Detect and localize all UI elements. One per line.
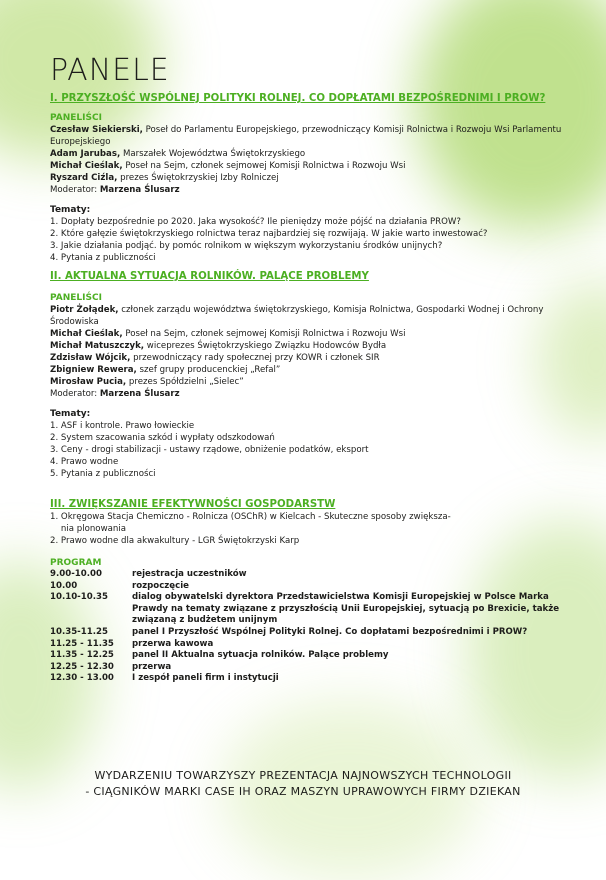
panelist-name: Michał Cieślak, bbox=[50, 161, 123, 171]
topic-item: nia plonowania bbox=[50, 524, 126, 534]
footer-note bbox=[0, 768, 606, 800]
program-row bbox=[50, 627, 562, 639]
panelist-desc: członek zarządu województwa świętokrzyskiego, Komisja Rolnictwa, Gospodarki Wodnej i Ochrony Środowiska bbox=[50, 305, 544, 327]
panelist-entry bbox=[50, 364, 562, 376]
topic-item: 1. Dopłaty bezpośrednie po 2020. Jaka wysokość? Ile pieniędzy może pójść na działania PROW? bbox=[50, 217, 461, 227]
panelist-name: Ryszard Ciźla, bbox=[50, 173, 118, 183]
topic-item: 4. Pytania z publiczności bbox=[50, 253, 156, 263]
panelist-name: Adam Jarubas, bbox=[50, 149, 121, 159]
panelist-desc: Poseł na Sejm, członek sejmowej Komisji Rolnictwa i Rozwoju Wsi bbox=[122, 161, 406, 171]
panelist-name: Piotr Żołądek, bbox=[50, 305, 119, 315]
document-body bbox=[50, 52, 562, 685]
program-desc: panel II Aktualna sytuacja rolników. Palące problemy bbox=[132, 650, 389, 661]
program-time: 12.30 - 13.00 bbox=[50, 673, 114, 684]
topic-item: 4. Prawo wodne bbox=[50, 457, 119, 467]
panelist-entry bbox=[50, 352, 562, 364]
program-desc: przerwa bbox=[132, 661, 172, 672]
program-desc: I zespół paneli firm i instytucji bbox=[132, 673, 279, 684]
topic-item: 2. Które gałęzie świętokrzyskiego rolnictwa teraz najbardziej się rozwijają. W jakie warto inwestować? bbox=[50, 229, 488, 239]
panelist-entry bbox=[50, 160, 562, 172]
panelist-desc: prezes Spółdzielni „Sielec” bbox=[126, 377, 244, 387]
topic-item: 1. ASF i kontrole. Prawo łowieckie bbox=[50, 421, 195, 431]
topic-item: 3. Jakie działania podjąć. by pomóc rolnikom w większym wykorzystaniu środków unijnych? bbox=[50, 241, 443, 251]
panelist-name: Zdzisław Wójcik, bbox=[50, 353, 131, 363]
footer-line-2: - CIĄGNIKÓW MARKI CASE IH ORAZ MASZYN UPRAWOWYCH FIRMY DZIEKAN bbox=[85, 785, 521, 798]
program-row bbox=[50, 592, 562, 627]
panelist-desc: szef grupy producenckiej „Refal” bbox=[136, 365, 281, 375]
panelist-desc: prezes Świętokrzyskiej Izby Rolniczej bbox=[117, 173, 279, 183]
panel-2-topics-label: Tematy: bbox=[50, 409, 91, 419]
panel-1-heading: I. PRZYSZŁOŚĆ WSPÓLNEJ POLITYKI ROLNEJ. CO DOPŁATAMI BEZPOŚREDNIMI I PROW? bbox=[50, 93, 546, 104]
program-time: 10.35-11.25 bbox=[50, 626, 108, 637]
panel-2-panelists-label: PANELIŚCI bbox=[50, 293, 102, 303]
panel-2-heading: II. AKTUALNA SYTUACJA ROLNIKÓW. PALĄCE PROBLEMY bbox=[50, 271, 369, 282]
panelist-name: Zbigniew Rewera, bbox=[50, 365, 137, 375]
program-row bbox=[50, 650, 562, 662]
panelist-name: Czesław Siekierski, bbox=[50, 125, 143, 135]
program-time: 10.00 bbox=[50, 580, 78, 591]
program-desc: panel I Przyszłość Wspólnej Polityki Rolnej. Co dopłatami bezpośrednimi i PROW? bbox=[132, 626, 528, 637]
panelist-entry bbox=[50, 376, 562, 388]
panelist-name: Michał Matuszczyk, bbox=[50, 341, 145, 351]
topic-item: 2. Prawo wodne dla akwakultury - LGR Świętokrzyski Karp bbox=[50, 536, 300, 546]
program-time: 10.10-10.35 bbox=[50, 592, 108, 603]
program-row bbox=[50, 662, 562, 674]
program-row bbox=[50, 569, 562, 581]
panelist-desc: Poseł na Sejm, członek sejmowej Komisji Rolnictwa i Rozwoju Wsi bbox=[122, 329, 406, 339]
program-time: 12.25 - 12.30 bbox=[50, 661, 114, 672]
panelist-name: Michał Cieślak, bbox=[50, 329, 123, 339]
program-desc: rejestracja uczestników bbox=[132, 569, 247, 579]
program-row bbox=[50, 639, 562, 651]
moderator-line bbox=[50, 388, 562, 400]
program-desc: przerwa kawowa bbox=[132, 638, 214, 649]
panel-1-topics-label: Tematy: bbox=[50, 205, 91, 215]
panelist-desc: przewodniczący rady społecznej przy KOWR i członek SIR bbox=[130, 353, 380, 363]
panelist-entry bbox=[50, 148, 562, 160]
program-time: 11.25 - 11.35 bbox=[50, 638, 114, 649]
panelist-entry bbox=[50, 124, 562, 148]
program-desc: rozpoczęcie bbox=[132, 580, 189, 591]
program-time: 11.35 - 12.25 bbox=[50, 650, 114, 661]
program-time: 9.00-10.00 bbox=[50, 569, 102, 579]
panelist-desc: Marszałek Województwa Świętokrzyskiego bbox=[120, 149, 306, 159]
moderator-name: Marzena Ślusarz bbox=[99, 185, 180, 195]
panelist-entry bbox=[50, 328, 562, 340]
footer-line-1: WYDARZENIU TOWARZYSZY PREZENTACJA NAJNOWSZYCH TECHNOLOGII bbox=[94, 769, 512, 782]
panelist-entry bbox=[50, 172, 562, 184]
panel-3-heading: III. ZWIĘKSZANIE EFEKTYWNOŚCI GOSPODARSTW bbox=[50, 499, 336, 510]
program-desc: dialog obywatelski dyrektora Przedstawicielstwa Komisji Europejskiej w Polsce Marka Prawdy na tematy związane z przyszłością Unii Europejskiej, sytuacją po Brexicie, także związaną z budżetem unijnym bbox=[132, 592, 560, 626]
moderator-line bbox=[50, 184, 562, 196]
topic-item: 1. Okręgowa Stacja Chemiczno - Rolnicza (OSChR) w Kielcach - Skuteczne sposoby zwiększa- bbox=[50, 512, 451, 522]
panelist-desc: Poseł do Parlamentu Europejskiego, przewodniczący Komisji Rolnictwa i Rozwoju Wsi Parlamentu Europejskiego bbox=[50, 125, 562, 147]
panelist-desc: wiceprezes Świętokrzyskiego Związku Hodowców Bydła bbox=[144, 341, 387, 351]
panelist-name: Mirosław Pucia, bbox=[50, 377, 127, 387]
moderator-name: Marzena Ślusarz bbox=[99, 389, 180, 399]
panelist-entry bbox=[50, 340, 562, 352]
program-label: PROGRAM bbox=[50, 558, 102, 568]
topic-item: 2. System szacowania szkód i wypłaty odszkodowań bbox=[50, 433, 275, 443]
topic-item: 3. Ceny - drogi stabilizacji - ustawy rządowe, obniżenie podatków, eksport bbox=[50, 445, 369, 455]
panelist-entry bbox=[50, 304, 562, 328]
program-row bbox=[50, 581, 562, 593]
moderator-label: Moderator: bbox=[50, 185, 100, 195]
program-row bbox=[50, 673, 562, 685]
page-title: PANELE bbox=[50, 53, 170, 88]
topic-item: 5. Pytania z publiczności bbox=[50, 469, 156, 479]
panel-1-panelists-label: PANELIŚCI bbox=[50, 113, 102, 123]
moderator-label: Moderator: bbox=[50, 389, 100, 399]
